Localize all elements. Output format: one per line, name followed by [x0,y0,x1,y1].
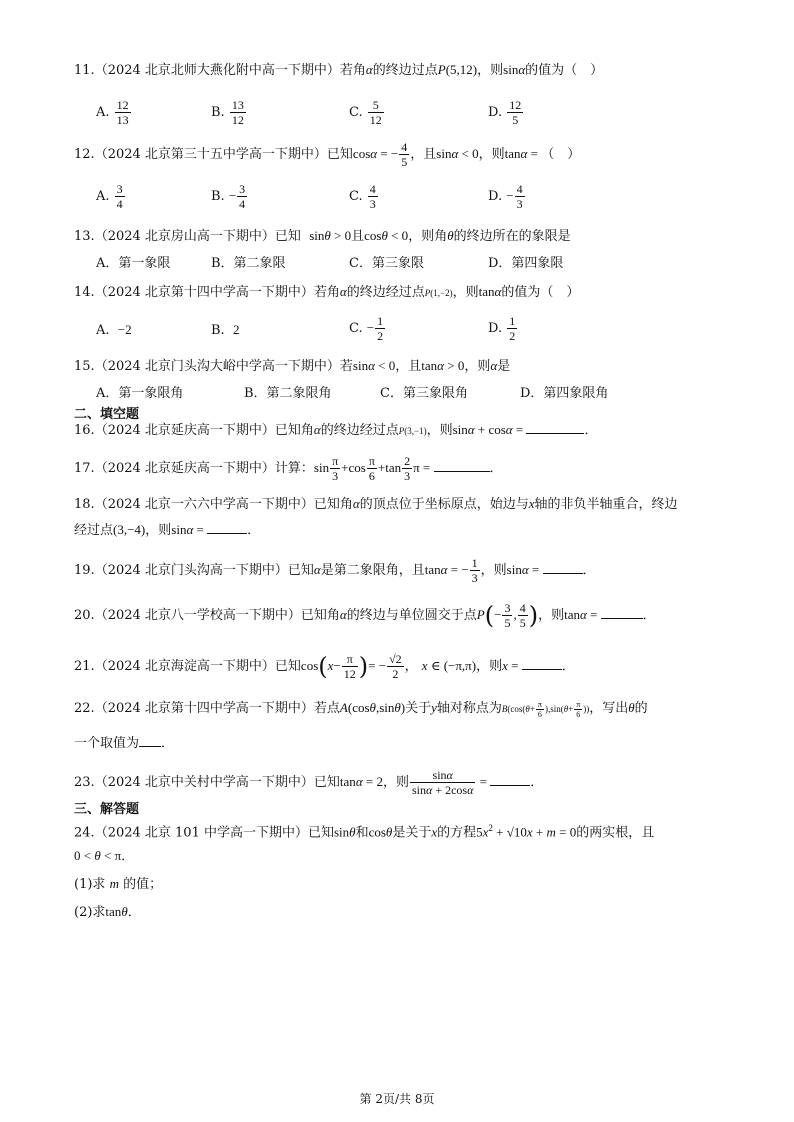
question-22-line2: 一个取值为 ． [74,736,175,751]
option-b: B．第二象限 [211,256,286,271]
option-b: B．第二象限角 [244,386,332,401]
option-d: D. $\frac{12}{5}$ [488,98,522,127]
question-15: 15.（2024 北京门头沟大峪中学高一下期中）若sinα < 0，且tanα > 0，则α是 [74,358,511,374]
question-20: 20.（2024 北京八一学校高一下期中）已知角α的终边与单位圆交于点P(− $\frac{3}{5}$ , $\frac{4}{5}$ )，则tanα = ． [74,601,656,630]
question-24-part2: (2)求tanθ． [74,904,141,920]
question-12: 12.（2024 北京第三十五中学高一下期中）已知cosα = − $\frac{4}{5}$ ，且sinα < 0，则tanα = （ ） [74,140,581,169]
option-a: A. $\frac{12}{13}$ [96,98,129,127]
question-24: 24.（2024 北京 101 中学高一下期中）已知sinθ和cosθ是关于x的方程$5x^2 + √10x + m = 0$的两实根，且 [74,823,655,841]
option-c: C. $\frac{4}{3}$ [349,182,376,211]
option-b: B. 2 [211,322,240,338]
question-24-part1: (1)求 m 的值； [74,876,163,892]
question-13: 13.（2024 北京房山高一下期中）已知 sinθ > 0且cosθ < 0，则角θ的终边所在的象限是 [74,228,571,244]
options-15 [96,384,716,406]
option-d: D．第四象限角 [520,386,609,401]
option-c: C. $\frac{5}{12}$ [349,98,382,127]
page-footer: 第 2页/共 8页 [359,1092,435,1106]
option-d: D. − $\frac{4}{3}$ [488,182,523,211]
question-23: 23.（2024 北京中关村中学高一下期中）已知tanα = 2，则 $\frac{\sin\alpha}{\sin\alpha + 2\cos\alpha}$ = ． [74,768,544,797]
question-18-line2: 经过点(3,−4)，则sinα = ． [74,522,261,538]
options-11 [96,90,716,126]
option-d: D. $\frac{1}{2}$ [488,314,516,343]
question-21: 21.（2024 北京海淀高一下期中）已知cos(x− $\frac{\pi}{12}$ )= − $\frac{√2}{2}$ ， x ∈ (−π,π)，则x = ． [74,652,575,681]
question-22: 22.（2024 北京第十四中学高一下期中）若点A(cosθ,sinθ)关于y轴对称点为B(cos(θ+ $\frac{\pi}{6}$ ),sin(θ+ $\frac{\pi}{6}$ ))，写出θ的 [74,700,648,719]
option-b: B. $\frac{13}{12}$ [211,98,244,127]
options-14 [96,314,716,350]
option-a: A．第一象限角 [96,386,184,401]
option-a: A. $\frac{3}{4}$ [96,182,123,211]
question-24-line2: 0 < θ < π． [74,848,135,863]
section-fill: 二、填空题 [74,407,140,422]
option-b: B. − $\frac{3}{4}$ [211,182,246,211]
option-c: C. − $\frac{1}{2}$ [349,314,384,343]
question-11: 11.（2024 北京北师大燕化附中高一下期中）若角α的终边过点P(5,12)，则sinα的值为（ ） [74,62,604,78]
options-12 [96,178,716,214]
section-solve: 三、解答题 [74,802,140,817]
question-14: 14.（2024 北京第十四中学高一下期中）若角α的终边经过点P(1,−2)，则tanα的值为（ ） [74,284,580,300]
option-d: D．第四象限 [488,256,564,271]
question-16: 16.（2024 北京延庆高一下期中）已知角α的终边经过点P(3,−1)，则sinα + cosα = ． [74,422,598,438]
option-a: A. −2 [96,322,132,338]
option-c: C．第三象限角 [380,386,468,401]
question-17: 17.（2024 北京延庆高一下期中）计算：sin $\frac{\pi}{3}$ +cos $\frac{\pi}{6}$ +tan $\frac{2}{3}$ π = ． [74,454,503,483]
option-c: C．第三象限 [349,256,424,271]
options-13 [96,254,716,276]
question-19: 19.（2024 北京门头沟高一下期中）已知α是第二象限角，且tanα = − $\frac{1}{3}$ ，则sinα = ． [74,556,596,585]
question-18: 18.（2024 北京一六六中学高一下期中）已知角α的顶点位于坐标原点，始边与x轴的非负半轴重合，终边 [74,496,678,512]
option-a: A．第一象限 [96,256,171,271]
